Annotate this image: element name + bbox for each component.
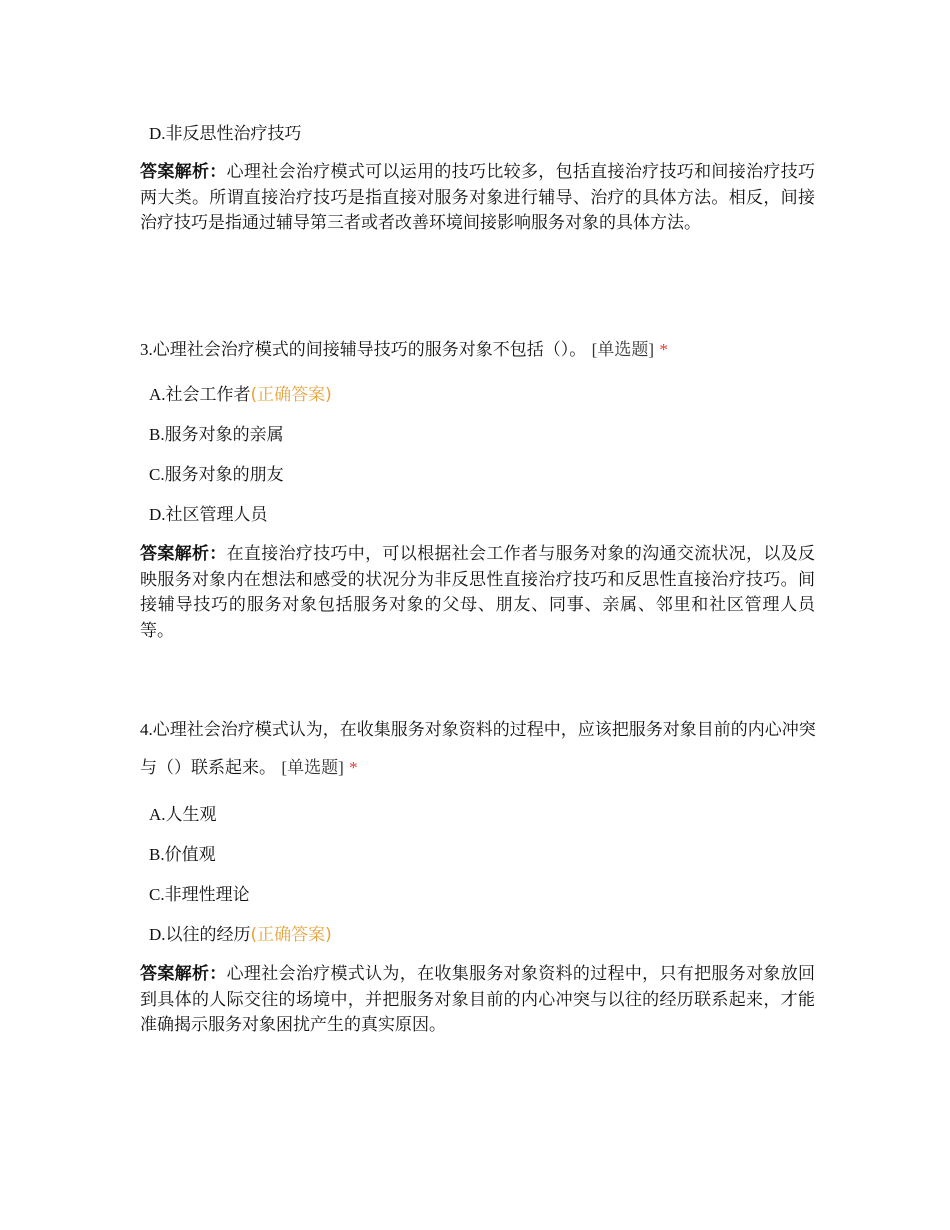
explanation-label: 答案解析： bbox=[140, 544, 227, 564]
option-letter: D. bbox=[149, 925, 166, 944]
option-letter: D. bbox=[149, 505, 166, 524]
option-letter: A. bbox=[149, 805, 166, 824]
option-text: 社会工作者 bbox=[165, 385, 251, 405]
option-text: 服务对象的亲属 bbox=[164, 425, 284, 445]
explanation-text: 心理社会治疗模式可以运用的技巧比较多，包括直接治疗技巧和间接治疗技巧两大类。所谓直接治疗技巧是指直接对服务对象进行辅导、治疗的具体方法。相反，间接治疗技巧是指通过辅导第三者或者改善环境间接影响服务对象的具体方法。 bbox=[140, 162, 816, 233]
explanation-text: 在直接治疗技巧中，可以根据社会工作者与服务对象的沟通交流状况，以及反映服务对象内在想法和感受的状况分为非反思性直接治疗技巧和反思性直接治疗技巧。间接辅导技巧的服务对象包括服务对象的父母、朋友、同事、亲属、邻里和社区管理人员等。 bbox=[140, 544, 816, 641]
option-text: 价值观 bbox=[164, 845, 216, 865]
q4-explanation bbox=[140, 962, 815, 1039]
correct-answer-mark: (正确答案) bbox=[250, 925, 332, 945]
question-number: 4. bbox=[140, 720, 153, 739]
q3-question bbox=[140, 331, 820, 369]
q4-option-b bbox=[149, 844, 216, 866]
explanation-label: 答案解析： bbox=[140, 964, 227, 984]
question-text: 心理社会治疗模式认为，在收集服务对象资料的过程中，应该把服务对象目前的内心冲突与（）联系起来。 bbox=[140, 720, 816, 778]
option-text: 以往的经历 bbox=[165, 925, 251, 945]
q3-option-a bbox=[149, 384, 332, 406]
q3-explanation bbox=[140, 542, 815, 644]
q3-option-d bbox=[149, 504, 268, 526]
option-text: 非理性理论 bbox=[164, 885, 250, 905]
question-type: [单选题] bbox=[591, 340, 654, 359]
explanation-text: 心理社会治疗模式认为，在收集服务对象资料的过程中，只有把服务对象放回到具体的人际交往的场境中，并把服务对象目前的内心冲突与以往的经历联系起来，才能准确揭示服务对象困扰产生的真实原因。 bbox=[140, 964, 816, 1035]
option-letter: B. bbox=[149, 425, 165, 444]
question-text: 心理社会治疗模式的间接辅导技巧的服务对象不包括（）。 bbox=[152, 340, 587, 360]
q3-option-c bbox=[149, 464, 284, 486]
option-text: 服务对象的朋友 bbox=[164, 465, 284, 485]
q4-option-d bbox=[149, 924, 332, 946]
option-text: 非反思性治疗技巧 bbox=[165, 124, 302, 144]
question-type: [单选题] bbox=[281, 758, 344, 777]
option-text: 社区管理人员 bbox=[165, 505, 268, 525]
option-letter: C. bbox=[149, 885, 165, 904]
explanation-label: 答案解析： bbox=[140, 162, 227, 182]
q3-option-b bbox=[149, 424, 284, 446]
correct-answer-mark: (正确答案) bbox=[250, 385, 332, 405]
q4-question bbox=[140, 711, 820, 787]
required-star: * bbox=[659, 340, 668, 359]
question-number: 3. bbox=[140, 340, 153, 359]
q4-option-c bbox=[149, 884, 250, 906]
option-letter: D. bbox=[149, 124, 166, 143]
required-star: * bbox=[349, 758, 358, 777]
option-letter: A. bbox=[149, 385, 166, 404]
option-text: 人生观 bbox=[165, 805, 217, 825]
option-letter: B. bbox=[149, 845, 165, 864]
q2-option-d bbox=[149, 123, 302, 145]
q4-option-a bbox=[149, 804, 217, 826]
q2-explanation bbox=[140, 160, 815, 237]
option-letter: C. bbox=[149, 465, 165, 484]
